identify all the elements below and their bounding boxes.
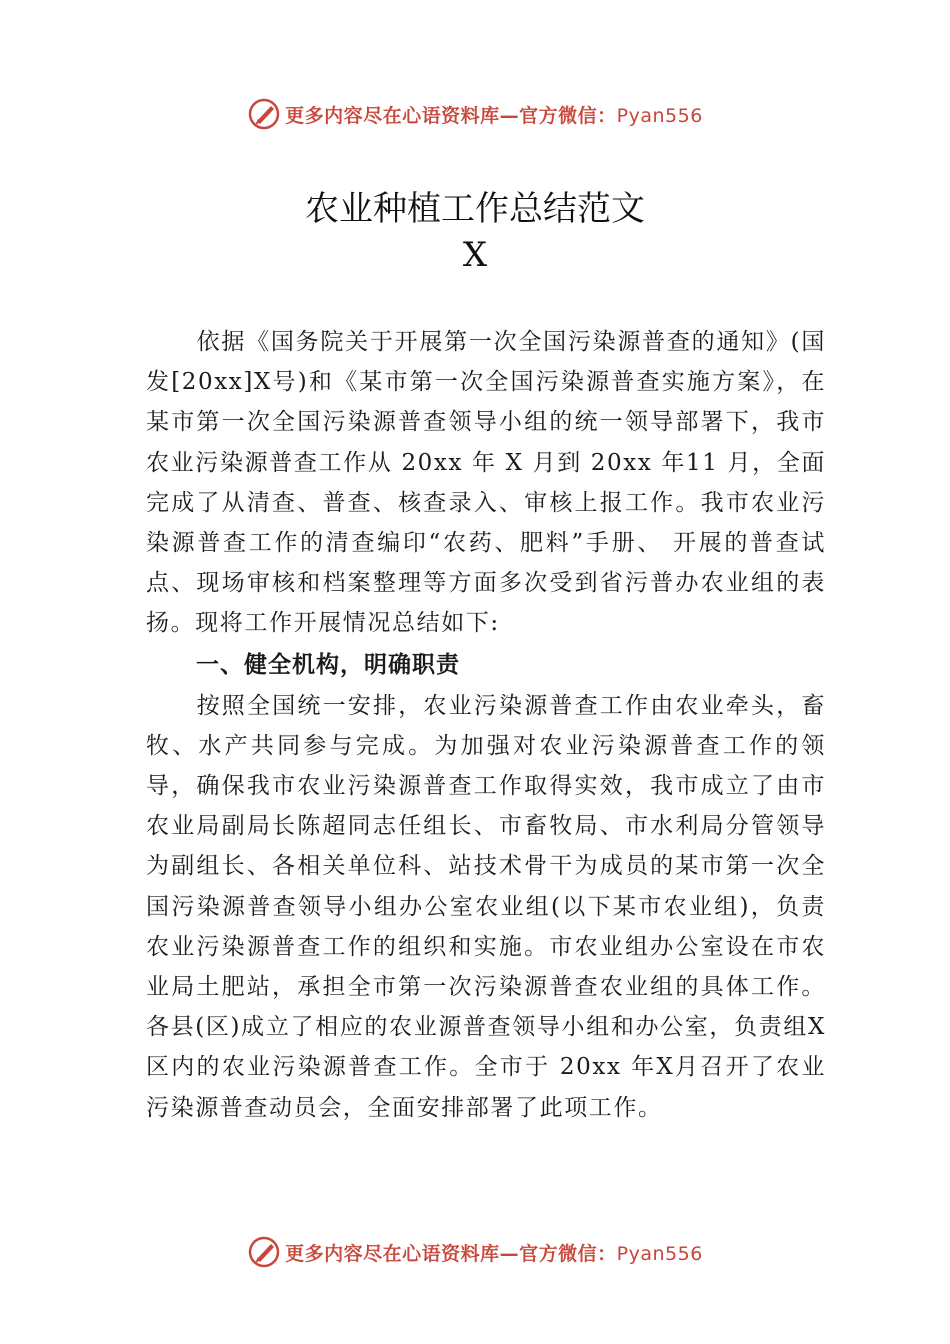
- section-heading: 一、健全机构，明确职责: [196, 651, 460, 678]
- header-banner: [0, 92, 950, 136]
- document-body: [146, 322, 826, 1128]
- pen-logo-icon: [247, 97, 281, 131]
- paragraph-organization: 按照全国统一安排，农业污染源普查工作由农业牵头，畜牧、水产共同参与完成。为加强对农业污染源普查工作的领导，确保我市农业污染源普查工作取得实效，我市成立了由市农业局副局长陈超同志任组长、市畜牧局、市水利局分管领导为副组长、各相关单位科、站技术骨干为成员的某市第一次全国污染源普查领导小组办公室农业组(以下某市农业组)，负责农业污染源普查工作的组织和实施。市农业组办公室设在市农业局土肥站，承担全市第一次污染源普查农业组的具体工作。各县(区)成立了相应的农业源普查领导小组和办公室，负责组X区内的农业污染源普查工作。全市于 20xx 年X月召开了农业污染源普查动员会，全面安排部署了此项工作。: [146, 692, 826, 1121]
- wechat-id: Pyan556: [616, 104, 703, 127]
- banner-text: 更多内容尽在心语资料库—官方微信：Pyan556: [285, 1242, 703, 1265]
- paragraph-intro: 依据《国务院关于开展第一次全国污染源普查的通知》(国发[20xx]X号)和《某市第一次全国污染源普查实施方案》，在某市第一次全国污染源普查领导小组的统一领导部署下，我市农业污染源普查工作从 20xx 年 X 月到 20xx 年11 月，全面完成了从清查、普查、核查录入、审核上报工作。我市农业污染源普查工作的清查编印“农药、肥料”手册、 开展的普查试点、现场审核和档案整理等方面多次受到省污普办农业组的表扬。现将工作开展情况总结如下:: [146, 329, 826, 637]
- wechat-id: Pyan556: [616, 1242, 703, 1265]
- title-main: 农业种植工作总结范文: [305, 189, 645, 229]
- pen-logo-icon: [247, 1235, 281, 1269]
- footer-banner: [0, 1230, 950, 1274]
- document-title: [0, 186, 950, 278]
- banner-text: 更多内容尽在心语资料库—官方微信：Pyan556: [285, 104, 703, 127]
- title-suffix: X: [462, 235, 488, 275]
